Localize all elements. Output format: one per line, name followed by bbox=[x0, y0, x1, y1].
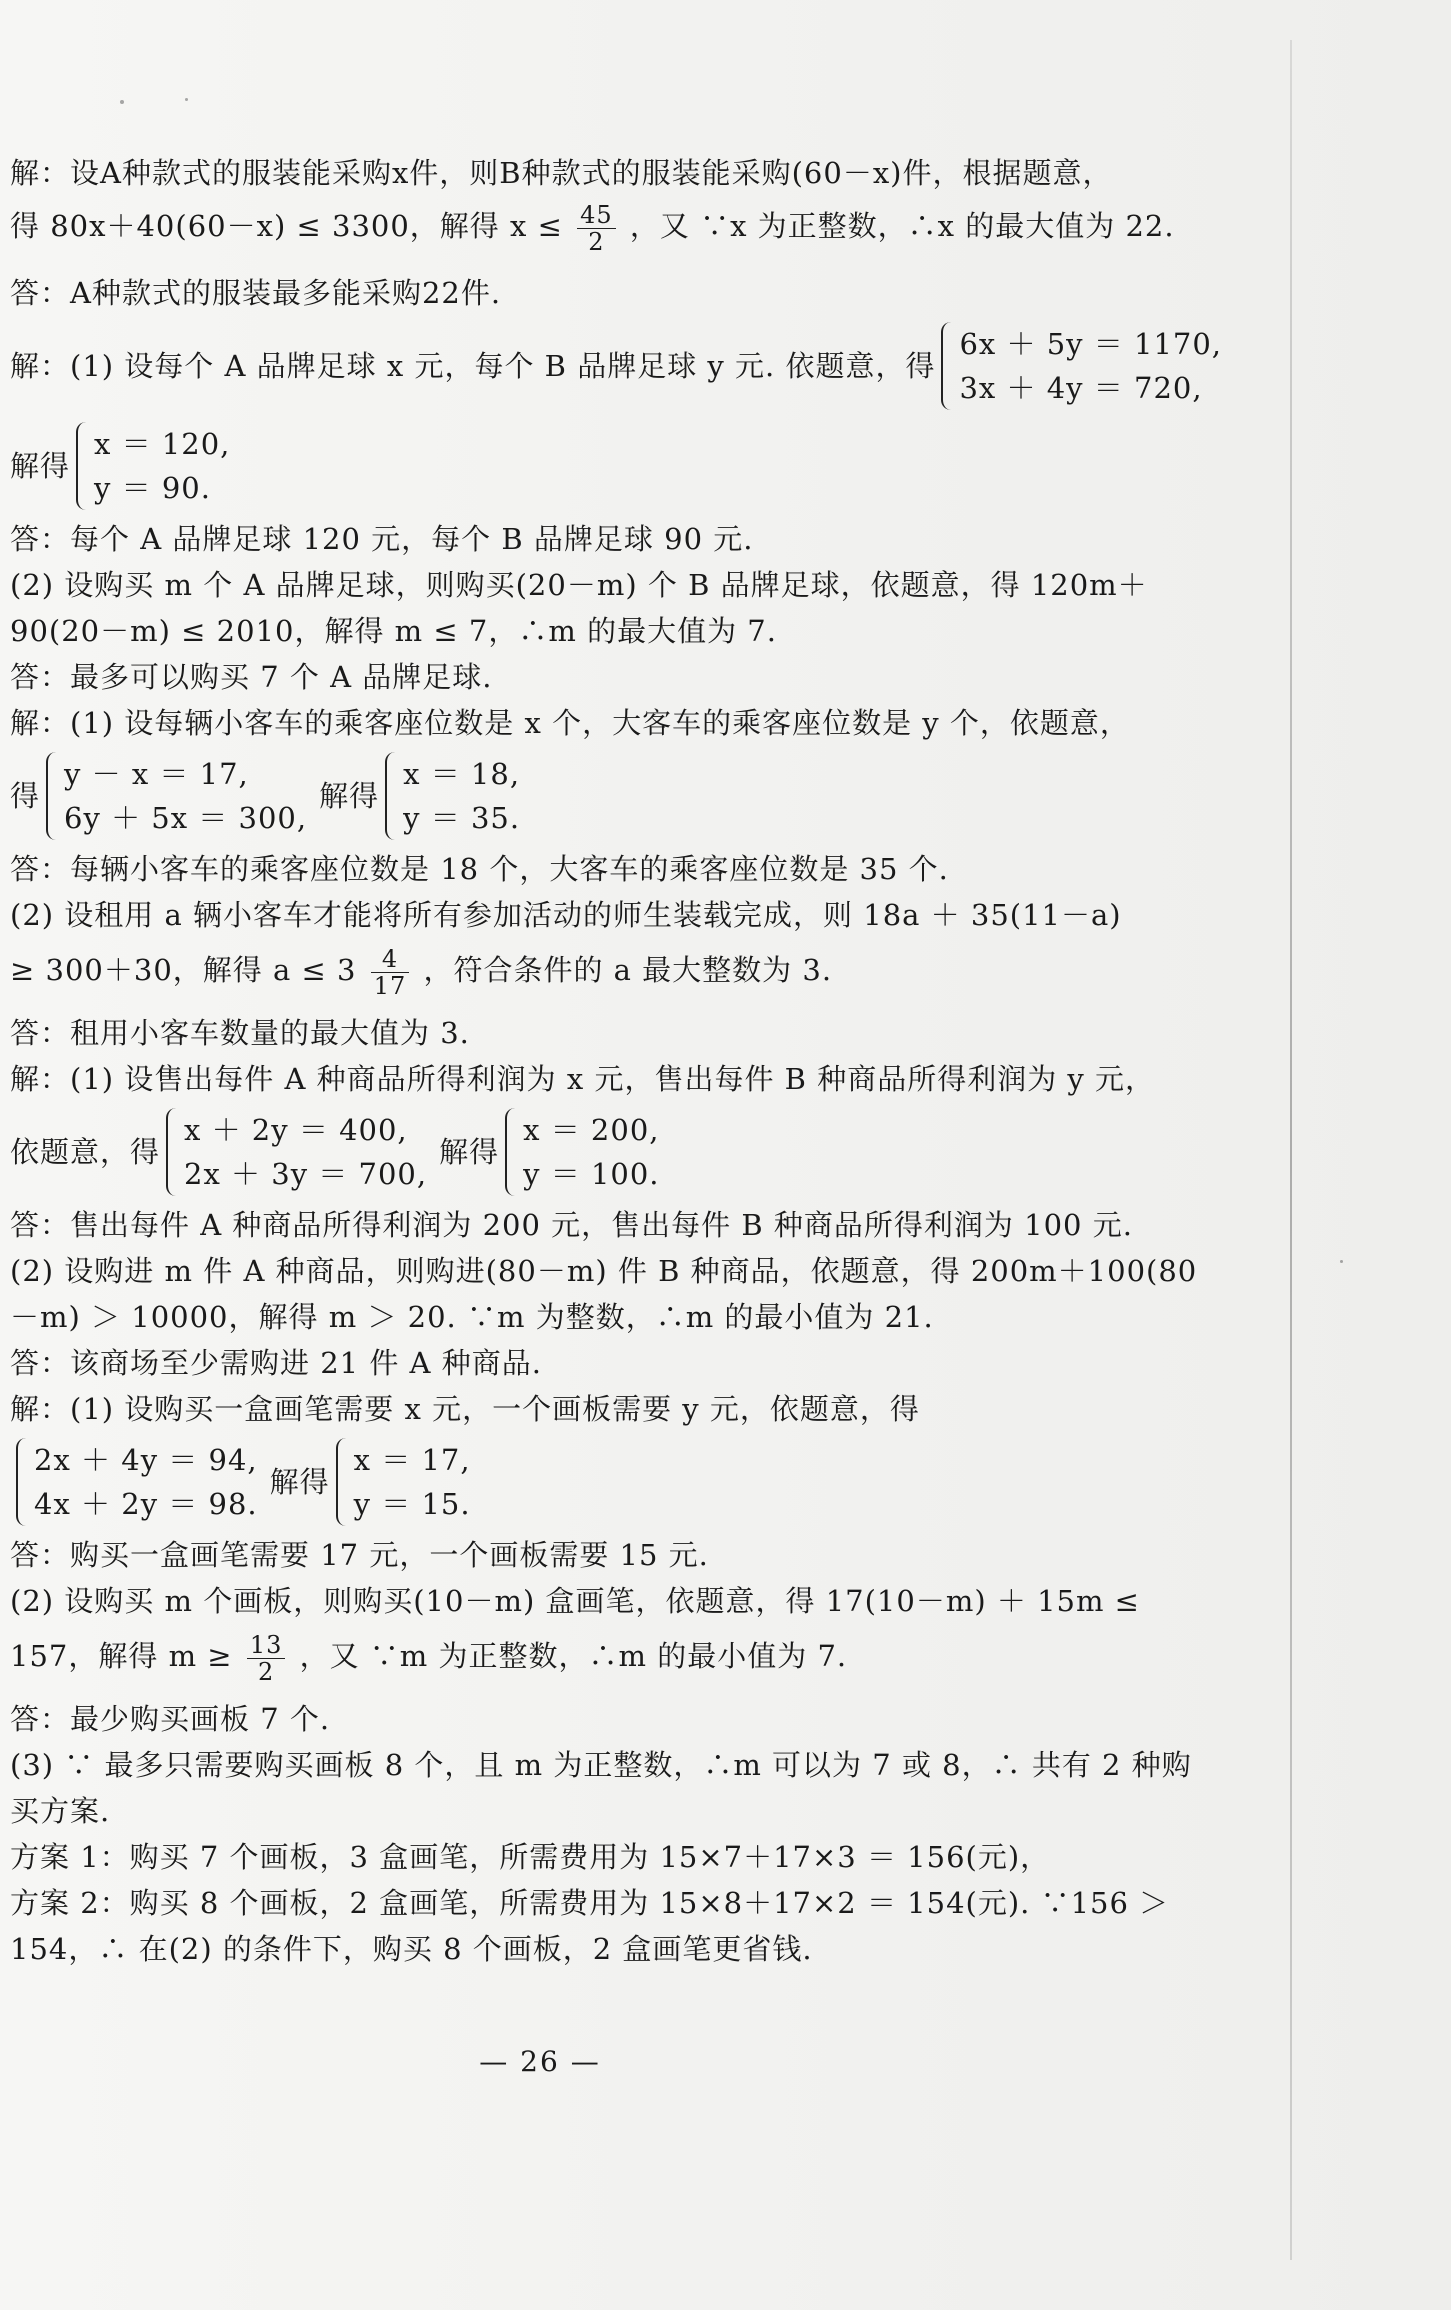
equation: 2x ＋ 4y ＝ 94, bbox=[34, 1443, 258, 1477]
answer-text bbox=[10, 150, 1223, 1972]
text-span: 解：(1) 设每个 A 品牌足球 x 元，每个 B 品牌足球 y 元. 依题意，得 bbox=[10, 349, 936, 383]
equation: x ＝ 18, bbox=[403, 757, 521, 791]
text-line: 解：(1) 设每辆小客车的乘客座位数是 x 个，大客车的乘客座位数是 y 个，依题意， bbox=[10, 706, 1130, 740]
text-span: 解得 bbox=[10, 449, 71, 483]
brace bbox=[941, 322, 953, 410]
equation-line bbox=[10, 746, 1170, 846]
equation: 6x ＋ 5y ＝ 1170, bbox=[959, 327, 1223, 361]
equation-line bbox=[10, 316, 1223, 416]
equation-system bbox=[941, 322, 1222, 410]
equation: 4x ＋ 2y ＝ 98. bbox=[34, 1487, 258, 1521]
equation: x ＝ 200, bbox=[523, 1113, 660, 1147]
brace bbox=[76, 422, 88, 510]
equation: x ＝ 17, bbox=[353, 1443, 471, 1477]
equation-line bbox=[10, 1432, 1170, 1532]
text-span: 依题意，得 bbox=[10, 1135, 161, 1169]
equation-system bbox=[505, 1108, 659, 1196]
fraction-numerator: 13 bbox=[247, 1632, 286, 1659]
text-line: 90(20－m) ≤ 2010，解得 m ≤ 7，∴m 的最大值为 7. bbox=[10, 614, 777, 648]
answer-line: 答：购买一盒画笔需要 17 元，一个画板需要 15 元. bbox=[10, 1538, 709, 1572]
page-number: — 26 — bbox=[479, 2045, 601, 2078]
brace bbox=[46, 752, 58, 840]
fraction-numerator: 45 bbox=[577, 202, 616, 229]
brace bbox=[336, 1438, 348, 1526]
equation-system bbox=[336, 1438, 471, 1526]
text-line: 解：(1) 设购买一盒画笔需要 x 元，一个画板需要 y 元，依题意，得 bbox=[10, 1392, 920, 1426]
equation: y ＝ 15. bbox=[353, 1487, 471, 1521]
equation: y ＝ 90. bbox=[94, 471, 211, 505]
answer-line: 答：该商场至少需购进 21 件 A 种商品. bbox=[10, 1346, 542, 1380]
text-span: 解得 bbox=[269, 1465, 330, 1499]
equation-line bbox=[10, 416, 1170, 516]
text-span: 157，解得 m ≥ bbox=[10, 1639, 233, 1673]
text-line: (2) 设购进 m 件 A 种商品，则购进(80－m) 件 B 种商品，依题意，得 200m＋100(80 bbox=[10, 1254, 1198, 1288]
fraction bbox=[371, 946, 410, 999]
text-span: ，又 ∵x 为正整数，∴x 的最大值为 22. bbox=[629, 209, 1175, 243]
equation-system bbox=[46, 752, 307, 840]
fraction bbox=[577, 202, 616, 255]
fraction-denominator: 2 bbox=[257, 1657, 275, 1686]
equation: 6y ＋ 5x ＝ 300, bbox=[64, 801, 308, 835]
fraction-numerator: 4 bbox=[371, 946, 410, 973]
fraction-denominator: 17 bbox=[373, 971, 407, 1000]
fraction-denominator: 2 bbox=[588, 227, 605, 256]
text-line: 154，∴ 在(2) 的条件下，购买 8 个画板，2 盒画笔更省钱. bbox=[10, 1932, 813, 1966]
scan-speck bbox=[120, 100, 124, 104]
equation: y － x ＝ 17, bbox=[64, 757, 249, 791]
text-line bbox=[10, 938, 1170, 1002]
scan-speck bbox=[185, 98, 188, 101]
equation-system bbox=[385, 752, 520, 840]
brace bbox=[16, 1438, 28, 1526]
text-line: 解：(1) 设售出每件 A 种商品所得利润为 x 元，售出每件 B 种商品所得利润为 y 元， bbox=[10, 1062, 1156, 1096]
brace bbox=[505, 1108, 517, 1196]
equation-system bbox=[76, 422, 230, 510]
text-line bbox=[10, 1624, 1170, 1688]
equation: y ＝ 100. bbox=[523, 1157, 660, 1191]
text-span: ，符合条件的 a 最大整数为 3. bbox=[423, 953, 833, 987]
answer-line: 答：A种款式的服装最多能采购22件. bbox=[10, 276, 502, 310]
binding-edge-line bbox=[1290, 40, 1292, 2260]
text-span: 解得 bbox=[439, 1135, 500, 1169]
answer-line: 答：每个 A 品牌足球 120 元，每个 B 品牌足球 90 元. bbox=[10, 522, 754, 556]
equation: x ＋ 2y ＝ 400, bbox=[184, 1113, 408, 1147]
text-line: 方案 1：购买 7 个画板，3 盒画笔，所需费用为 15×7＋17×3 ＝ 156(元)， bbox=[10, 1840, 1051, 1874]
text-line: －m) ＞ 10000，解得 m ＞ 20. ∵m 为整数，∴m 的最小值为 21. bbox=[10, 1300, 934, 1334]
text-span: ≥ 300＋30，解得 a ≤ 3 bbox=[10, 953, 357, 987]
equation: y ＝ 35. bbox=[403, 801, 521, 835]
equation: x ＝ 120, bbox=[94, 427, 231, 461]
brace bbox=[166, 1108, 178, 1196]
equation: 3x ＋ 4y ＝ 720, bbox=[959, 371, 1203, 405]
brace bbox=[385, 752, 397, 840]
equation: 2x ＋ 3y ＝ 700, bbox=[184, 1157, 428, 1191]
text-span: 得 80x＋40(60－x) ≤ 3300，解得 x ≤ bbox=[10, 209, 563, 243]
text-line bbox=[10, 196, 1175, 256]
answer-line: 答：最多可以购买 7 个 A 品牌足球. bbox=[10, 660, 493, 694]
text-line: (2) 设租用 a 辆小客车才能将所有参加活动的师生装载完成，则 18a ＋ 35(11－a) bbox=[10, 898, 1122, 932]
answer-line: 答：最少购买画板 7 个. bbox=[10, 1702, 331, 1736]
text-span: 得 bbox=[10, 779, 41, 813]
text-line: 买方案. bbox=[10, 1794, 111, 1828]
text-span: ，又 ∵m 为正整数，∴m 的最小值为 7. bbox=[299, 1639, 848, 1673]
answer-line: 答：租用小客车数量的最大值为 3. bbox=[10, 1016, 470, 1050]
text-line: 方案 2：购买 8 个画板，2 盒画笔，所需费用为 15×8＋17×2 ＝ 154(元). ∵156 ＞ bbox=[10, 1886, 1170, 1920]
answer-line: 答：售出每件 A 种商品所得利润为 200 元，售出每件 B 种商品所得利润为 100 元. bbox=[10, 1208, 1133, 1242]
answer-line: 答：每辆小客车的乘客座位数是 18 个，大客车的乘客座位数是 35 个. bbox=[10, 852, 949, 886]
text-line: (2) 设购买 m 个画板，则购买(10－m) 盒画笔，依题意，得 17(10－m) ＋ 15m ≤ bbox=[10, 1584, 1140, 1618]
text-span: 解得 bbox=[319, 779, 380, 813]
text-line: (3) ∵ 最多只需要购买画板 8 个，且 m 为正整数，∴m 可以为 7 或 8，∴ 共有 2 种购 bbox=[10, 1748, 1192, 1782]
text-line: (2) 设购买 m 个 A 品牌足球，则购买(20－m) 个 B 品牌足球，依题意，得 120m＋ bbox=[10, 568, 1148, 602]
equation-line bbox=[10, 1102, 1170, 1202]
equation-system bbox=[166, 1108, 427, 1196]
fraction bbox=[247, 1632, 286, 1685]
text-line: 解：设A种款式的服装能采购x件，则B种款式的服装能采购(60－x)件，根据题意， bbox=[10, 156, 1113, 190]
scan-speck bbox=[1340, 1260, 1343, 1263]
equation-system bbox=[16, 1438, 258, 1526]
